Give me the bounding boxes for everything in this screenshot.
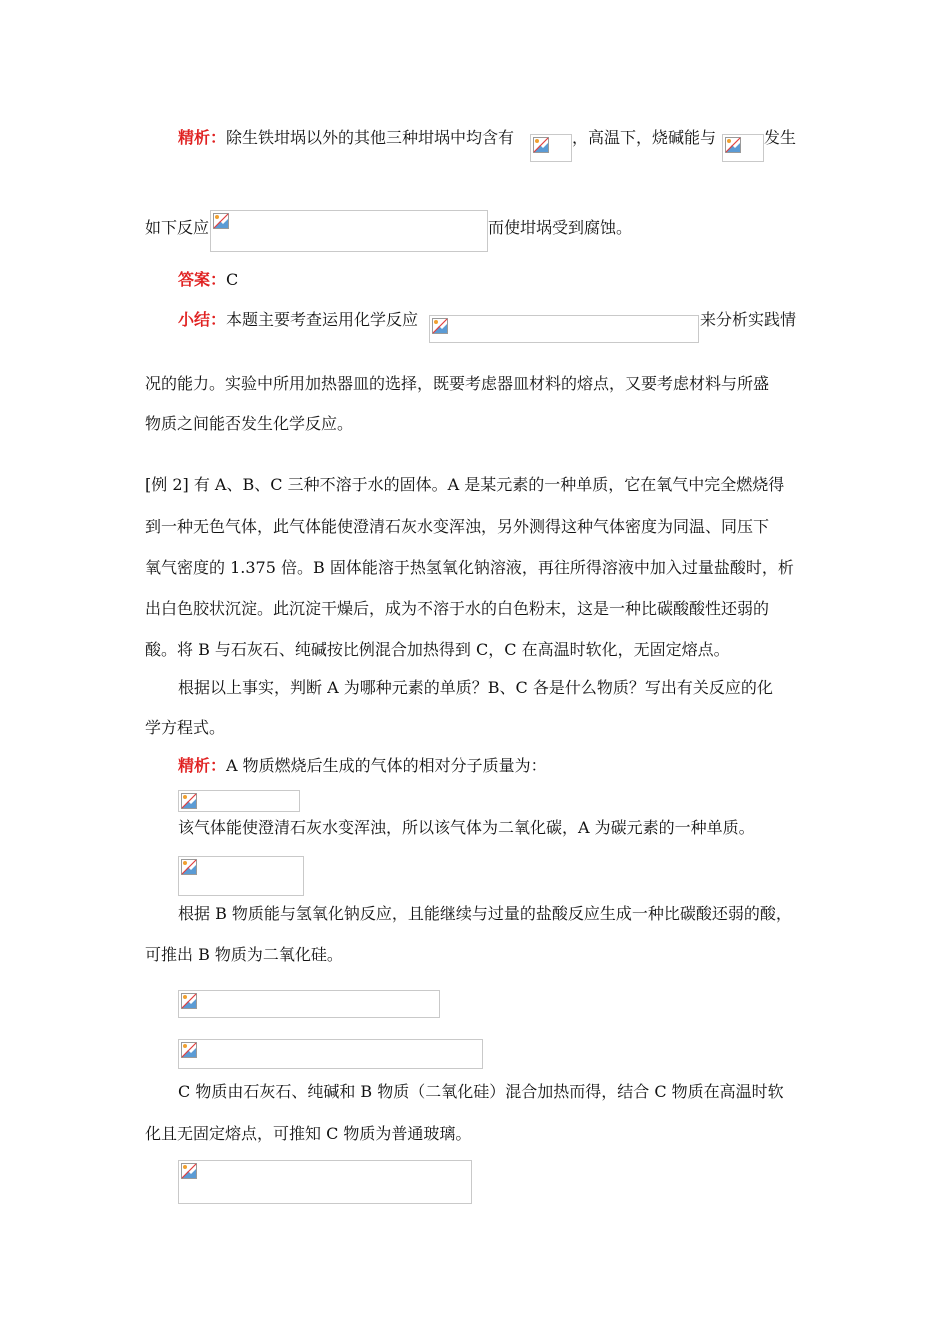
- summary-label: 小结：: [178, 310, 227, 329]
- b-analysis-line: 根据 B 物质能与氢氧化钠反应，且能继续与过量的盐酸反应生成一种比碳酸还弱的酸，: [178, 904, 792, 923]
- co2-line: 该气体能使澄清石灰水变浑浊，所以该气体为二氧化碳，A 为碳元素的一种单质。: [178, 818, 755, 837]
- answer-value: C: [226, 270, 239, 289]
- example-2-line: [例 2] 有 A、B、C 三种不溶于水的固体。A 是某元素的一种单质，它在氧气中完全燃烧得: [145, 475, 785, 494]
- equation-image: [178, 856, 304, 896]
- broken-image-icon: [181, 859, 197, 875]
- summary-line-3: 物质之间能否发生化学反应。: [145, 414, 354, 433]
- equation-image: [210, 210, 488, 252]
- analysis-line-2-a: 如下反应: [145, 218, 210, 237]
- question-line: 根据以上事实，判断 A 为哪种元素的单质？B、C 各是什么物质？写出有关反应的化: [178, 678, 773, 697]
- calculation-image: [178, 790, 300, 812]
- question-line: 学方程式。: [145, 718, 226, 737]
- example-2-line: 到一种无色气体，此气体能使澄清石灰水变浑浊，另外测得这种气体密度为同温、同压下: [145, 517, 770, 536]
- c-analysis-line: C 物质由石灰石、纯碱和 B 物质（二氧化硅）混合加热而得，结合 C 物质在高温时软: [178, 1082, 784, 1101]
- analysis-line-1-c: 发生: [764, 128, 797, 147]
- broken-image-icon: [533, 137, 549, 153]
- answer-label: 答案：: [178, 270, 227, 289]
- analysis-line-1-b: ，高温下，烧碱能与: [572, 128, 717, 147]
- summary-line-1: 小结：本题主要考查运用化学反应: [178, 310, 419, 329]
- formula-image: [429, 315, 699, 343]
- equation-image: [178, 990, 440, 1018]
- broken-image-icon: [432, 318, 448, 334]
- analysis-2-line: 精析：A 物质燃烧后生成的气体的相对分子质量为：: [178, 756, 547, 775]
- example-2-line: 酸。将 B 与石灰石、纯碱按比例混合加热得到 C，C 在高温时软化，无固定熔点。: [145, 640, 730, 659]
- c-analysis-line: 化且无固定熔点，可推知 C 物质为普通玻璃。: [145, 1124, 472, 1143]
- broken-image-icon: [181, 1042, 197, 1058]
- example-2-line: 出白色胶状沉淀。此沉淀干燥后，成为不溶于水的白色粉末，这是一种比碳酸酸性还弱的: [145, 599, 770, 618]
- equation-image: [178, 1039, 483, 1069]
- broken-image-icon: [181, 793, 197, 809]
- analysis-label: 精析：: [178, 128, 227, 147]
- analysis-label: 精析：: [178, 756, 227, 775]
- answer-line: [178, 270, 238, 290]
- example-2-line: 氧气密度的 1.375 倍。B 固体能溶于热氢氧化钠溶液，再往所得溶液中加入过量盐酸时，析: [145, 558, 794, 577]
- broken-image-icon: [181, 1163, 197, 1179]
- formula-image: [530, 134, 572, 162]
- formula-image: [722, 134, 764, 162]
- equation-image: [178, 1160, 472, 1204]
- summary-line-2: 况的能力。实验中所用加热器皿的选择，既要考虑器皿材料的熔点，又要考虑材料与所盛: [145, 374, 770, 393]
- b-analysis-line: 可推出 B 物质为二氧化硅。: [145, 945, 343, 964]
- analysis-line-1: 精析：除生铁坩埚以外的其他三种坩埚中均含有: [178, 128, 515, 147]
- broken-image-icon: [181, 993, 197, 1009]
- broken-image-icon: [213, 213, 229, 229]
- analysis-line-2-b: 而使坩埚受到腐蚀。: [488, 218, 633, 237]
- broken-image-icon: [725, 137, 741, 153]
- summary-line-1-b: 来分析实践情: [700, 310, 797, 329]
